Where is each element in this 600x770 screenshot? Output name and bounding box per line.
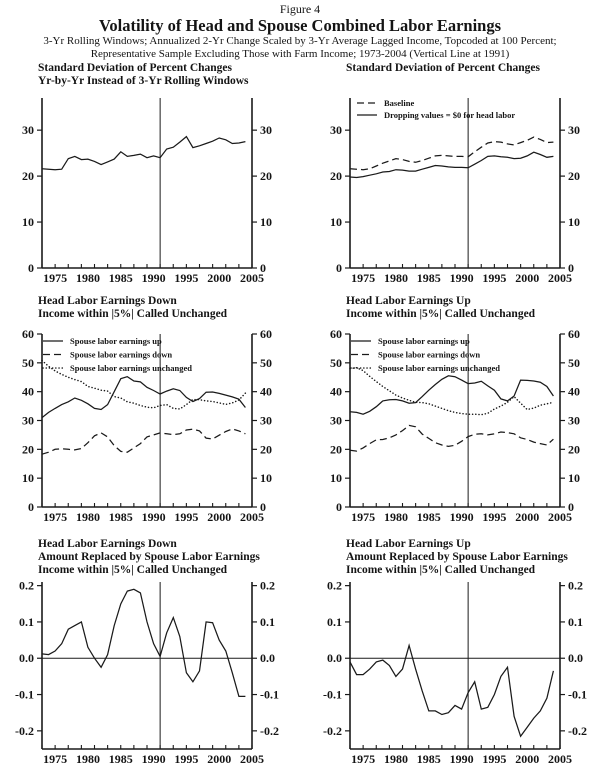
y-tick-label-left: 20 — [22, 442, 34, 457]
chart-title-line: Standard Deviation of Percent Changes — [346, 62, 541, 74]
chart-panel-sd-baseline-vs-dropping — [300, 60, 600, 292]
chart-title-line: Head Labor Earnings Up — [346, 538, 471, 550]
y-tick-label-right: -0.2 — [260, 723, 279, 738]
y-tick-label-right: 50 — [260, 355, 272, 370]
y-tick-label-right: 0.0 — [260, 651, 275, 666]
x-tick-label: 1975 — [43, 510, 68, 524]
x-tick-label: 2005 — [240, 752, 264, 766]
y-tick-label-right: 60 — [260, 327, 272, 341]
y-tick-label-right: 0 — [568, 500, 574, 514]
series-head-down-shares-1 — [42, 429, 245, 454]
y-tick-label-right: 40 — [568, 384, 580, 399]
y-tick-label-left: 10 — [22, 471, 34, 486]
series-head-up-shares-0 — [350, 376, 553, 414]
x-tick-label: 2005 — [240, 271, 264, 285]
x-tick-label: 2000 — [207, 752, 232, 766]
chart-title-line: Head Labor Earnings Down — [38, 295, 177, 307]
y-tick-label-left: 30 — [22, 413, 34, 428]
series-head-down-shares-0 — [42, 377, 245, 418]
y-tick-label-right: 10 — [568, 215, 580, 230]
y-tick-label-left: 60 — [330, 327, 342, 341]
x-tick-label: 1995 — [482, 271, 507, 285]
y-tick-label-right: 10 — [260, 215, 272, 230]
x-tick-label: 1975 — [351, 510, 376, 524]
chart-panel-head-down-shares — [0, 292, 300, 537]
x-tick-label: 2000 — [515, 271, 540, 285]
chart-title-line: Income within |5%| Called Unchanged — [38, 308, 228, 320]
x-tick-label: 2000 — [515, 752, 540, 766]
y-tick-label-left: -0.2 — [323, 723, 342, 738]
x-tick-label: 1995 — [482, 510, 507, 524]
y-tick-label-right: 0 — [260, 500, 266, 514]
axes — [350, 98, 560, 268]
y-tick-label-right: 10 — [260, 471, 272, 486]
axes — [42, 582, 252, 749]
series-sd-yr-by-yr-0 — [42, 137, 245, 170]
series-head-up-shares-2 — [350, 368, 553, 415]
x-tick-label: 2000 — [207, 510, 232, 524]
chart-panel-head-up-replacement — [300, 537, 600, 767]
x-tick-label: 2000 — [515, 510, 540, 524]
legend-label: Spouse labor earnings down — [378, 349, 481, 360]
chart-sd-yr-by-yr — [0, 60, 300, 292]
x-tick-label: 1990 — [141, 510, 166, 524]
legend-label: Baseline — [384, 98, 415, 108]
y-tick-label-right: 30 — [568, 413, 580, 428]
x-tick-label: 2005 — [548, 510, 572, 524]
legend-label: Spouse labor earnings unchanged — [378, 363, 500, 373]
series-head-down-replacement-0 — [42, 589, 245, 696]
y-tick-label-right: 20 — [568, 442, 580, 457]
chart-head-down-shares — [0, 292, 300, 537]
y-tick-label-right: -0.1 — [568, 687, 587, 702]
x-tick-label: 1995 — [174, 510, 199, 524]
chart-head-up-shares — [300, 292, 600, 537]
x-tick-label: 2005 — [548, 752, 572, 766]
y-tick-label-left: 0 — [336, 500, 342, 514]
y-tick-label-left: 30 — [22, 123, 34, 138]
axes — [350, 334, 560, 507]
y-tick-label-right: 0 — [260, 261, 266, 275]
series-sd-baseline-vs-dropping-0 — [350, 137, 553, 170]
x-tick-label: 1990 — [449, 271, 474, 285]
y-tick-label-left: 0 — [28, 500, 34, 514]
y-tick-label-right: 30 — [260, 123, 272, 138]
x-tick-label: 1980 — [383, 510, 408, 524]
x-tick-label: 1975 — [351, 752, 376, 766]
x-tick-label: 1975 — [43, 271, 68, 285]
x-tick-label: 1985 — [416, 752, 441, 766]
figure-number: Figure 4 — [279, 2, 321, 16]
y-tick-label-right: 0.1 — [260, 614, 275, 629]
y-tick-label-right: 0.2 — [568, 578, 583, 593]
x-tick-label: 1985 — [108, 752, 133, 766]
legend-label: Spouse labor earnings up — [70, 336, 162, 346]
chart-title-line: Yr-by-Yr Instead of 3-Yr Rolling Windows — [38, 75, 249, 87]
y-tick-label-left: -0.1 — [323, 687, 342, 702]
legend — [357, 98, 515, 120]
x-tick-label: 1995 — [482, 752, 507, 766]
chart-title-line: Amount Replaced by Spouse Labor Earnings — [38, 551, 260, 563]
x-tick-label: 1980 — [75, 752, 100, 766]
chart-title-line: Income within |5%| Called Unchanged — [38, 564, 228, 576]
y-tick-label-right: 10 — [568, 471, 580, 486]
y-tick-label-left: 0.1 — [327, 614, 342, 629]
y-tick-label-right: 30 — [568, 123, 580, 138]
y-tick-label-left: 10 — [330, 215, 342, 230]
chart-title-line: Amount Replaced by Spouse Labor Earnings — [346, 551, 568, 563]
y-tick-label-left: -0.2 — [15, 723, 34, 738]
x-tick-label: 1990 — [141, 752, 166, 766]
y-tick-label-right: 0.1 — [568, 614, 583, 629]
chart-title-line: Head Labor Earnings Down — [38, 538, 177, 550]
x-tick-label: 1995 — [174, 752, 199, 766]
y-tick-label-left: -0.1 — [15, 687, 34, 702]
y-tick-label-left: 0.0 — [327, 651, 342, 666]
x-tick-label: 2005 — [548, 271, 572, 285]
legend-label: Dropping values = $0 for head labor — [384, 110, 516, 120]
y-tick-label-left: 20 — [330, 442, 342, 457]
x-tick-label: 1985 — [108, 271, 133, 285]
x-tick-label: 1985 — [416, 510, 441, 524]
chart-sd-baseline-vs-dropping — [300, 60, 600, 292]
legend-label: Spouse labor earnings up — [378, 336, 470, 346]
y-tick-label-left: 40 — [330, 384, 342, 399]
x-tick-label: 1995 — [174, 271, 199, 285]
x-tick-label: 1975 — [351, 271, 376, 285]
x-tick-label: 1980 — [383, 752, 408, 766]
figure-header — [0, 0, 600, 60]
x-tick-label: 1980 — [75, 271, 100, 285]
x-tick-label: 2000 — [207, 271, 232, 285]
axes — [42, 98, 252, 268]
y-tick-label-left: 0 — [28, 261, 34, 275]
axes — [42, 334, 252, 507]
y-tick-label-right: -0.1 — [260, 687, 279, 702]
figure-subtitle-line1: 3-Yr Rolling Windows; Annualized 2-Yr Change Scaled by 3-Yr Average Lagged Income, Topcoded at 100 Percent; — [43, 35, 557, 47]
y-tick-label-left: 10 — [330, 471, 342, 486]
x-tick-label: 1980 — [75, 510, 100, 524]
chart-head-down-replacement — [0, 537, 300, 767]
y-tick-label-left: 10 — [22, 215, 34, 230]
y-tick-label-right: 60 — [568, 327, 580, 341]
y-tick-label-left: 0.1 — [19, 614, 34, 629]
legend — [351, 336, 500, 373]
chart-title-line: Income within |5%| Called Unchanged — [346, 308, 536, 320]
chart-title-line: Head Labor Earnings Up — [346, 295, 471, 307]
charts-grid — [0, 60, 600, 767]
y-tick-label-left: 0.2 — [19, 578, 34, 593]
figure-title: Volatility of Head and Spouse Combined Labor Earnings — [98, 16, 502, 35]
series-head-up-replacement-0 — [350, 646, 553, 737]
y-tick-label-left: 20 — [22, 169, 34, 184]
y-tick-label-left: 40 — [22, 384, 34, 399]
y-tick-label-left: 20 — [330, 169, 342, 184]
x-tick-label: 1975 — [43, 752, 68, 766]
y-tick-label-right: 50 — [568, 355, 580, 370]
y-tick-label-left: 0 — [336, 261, 342, 275]
y-tick-label-left: 30 — [330, 123, 342, 138]
chart-panel-sd-yr-by-yr — [0, 60, 300, 292]
y-tick-label-right: 0.2 — [260, 578, 275, 593]
x-tick-label: 1990 — [449, 510, 474, 524]
y-tick-label-left: 0.2 — [327, 578, 342, 593]
x-tick-label: 2005 — [240, 510, 264, 524]
y-tick-label-left: 50 — [22, 355, 34, 370]
y-tick-label-left: 60 — [22, 327, 34, 341]
chart-head-up-replacement — [300, 537, 600, 767]
x-tick-label: 1985 — [108, 510, 133, 524]
y-tick-label-right: 0 — [568, 261, 574, 275]
series-head-up-shares-1 — [350, 425, 553, 451]
chart-title-line: Standard Deviation of Percent Changes — [38, 62, 233, 74]
chart-title-line: Income within |5%| Called Unchanged — [346, 564, 536, 576]
figure-subtitle-line2: Representative Sample Excluding Those with Farm Income; 1973-2004 (Vertical Line at 1991) — [90, 47, 510, 60]
x-tick-label: 1990 — [449, 752, 474, 766]
legend — [43, 336, 192, 373]
axes — [350, 582, 560, 749]
chart-panel-head-up-shares — [300, 292, 600, 537]
y-tick-label-left: 50 — [330, 355, 342, 370]
x-tick-label: 1980 — [383, 271, 408, 285]
chart-panel-head-down-replacement — [0, 537, 300, 767]
y-tick-label-right: 20 — [260, 442, 272, 457]
y-tick-label-right: 0.0 — [568, 651, 583, 666]
legend-label: Spouse labor earnings down — [70, 349, 173, 360]
y-tick-label-right: 20 — [260, 169, 272, 184]
y-tick-label-right: 40 — [260, 384, 272, 399]
y-tick-label-right: -0.2 — [568, 723, 587, 738]
legend-label: Spouse labor earnings unchanged — [70, 363, 192, 373]
x-tick-label: 1990 — [141, 271, 166, 285]
y-tick-label-right: 20 — [568, 169, 580, 184]
y-tick-label-left: 0.0 — [19, 651, 34, 666]
y-tick-label-right: 30 — [260, 413, 272, 428]
y-tick-label-left: 30 — [330, 413, 342, 428]
x-tick-label: 1985 — [416, 271, 441, 285]
